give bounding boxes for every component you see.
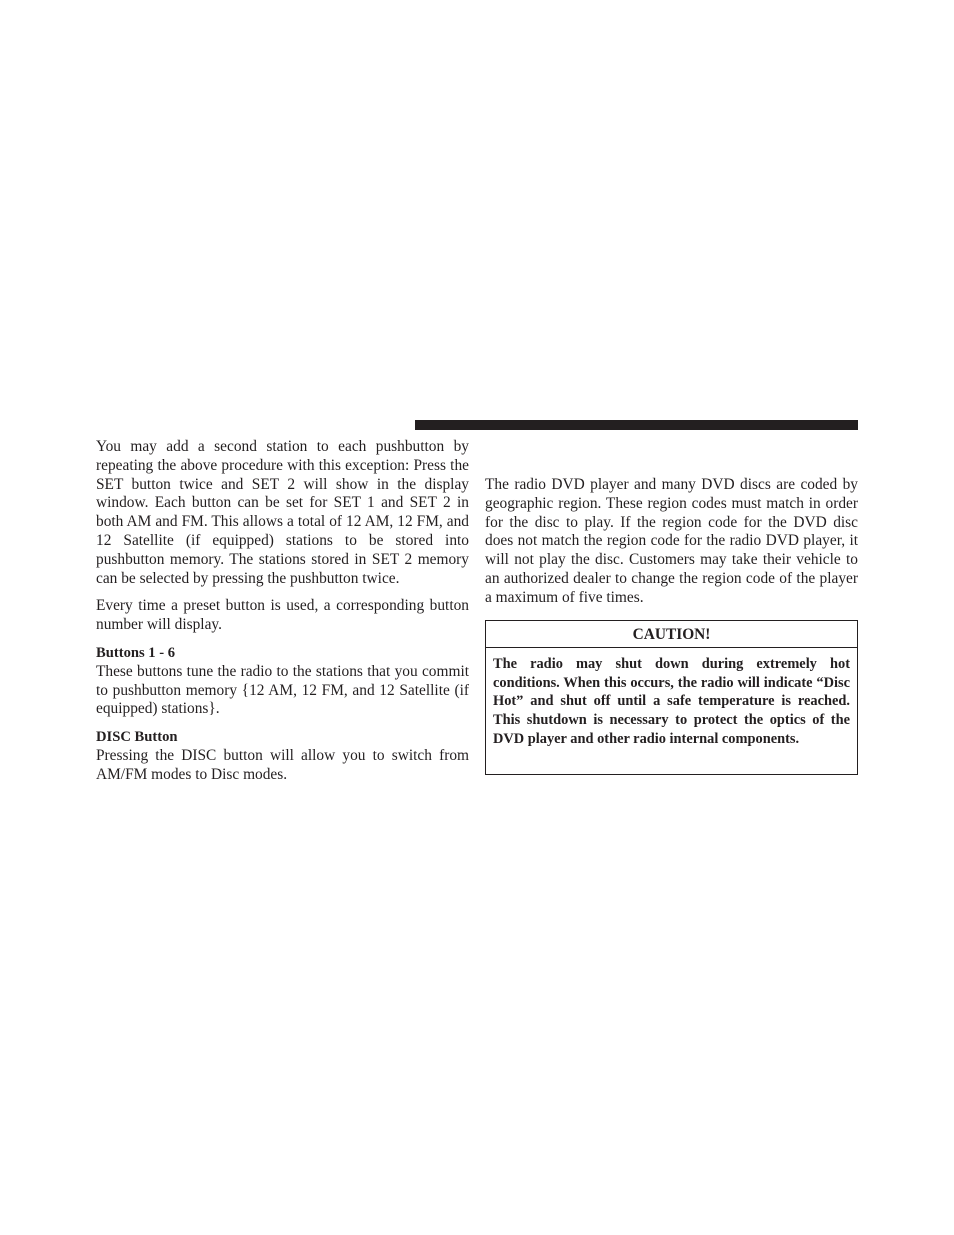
body-paragraph-region-codes: The radio DVD player and many DVD discs are coded by geographic region. These region codes must match in order for the disc to play. If the region code for the DVD disc does not match the region code for the radio DVD player, it will not play the disc. Customers may take their vehicle to an authorized dealer to change the region code of the player a maximum of five times. <box>485 476 858 606</box>
body-paragraph-buttons: These buttons tune the radio to the stations that you commit to pushbutton memory {12 AM, 12 FM, and 12 Satellite (if equipped) stations}. <box>96 662 469 718</box>
right-column <box>485 476 858 608</box>
heading-disc-button: DISC Button <box>96 729 178 746</box>
caution-box <box>485 620 858 775</box>
caution-title: CAUTION! <box>486 621 857 648</box>
body-paragraph-preset-display: Every time a preset button is used, a corresponding button number will display. <box>96 597 469 634</box>
section-header-bar <box>415 420 858 430</box>
heading-buttons-1-6: Buttons 1 - 6 <box>96 644 176 661</box>
caution-text: The radio may shut down during extremely hot conditions. When this occurs, the radio will indicate “Disc Hot” and shut off until a safe temperature is reached. This shutdown is necessary to protect the optics of the DVD player and other radio internal components. <box>493 656 850 747</box>
left-column <box>96 438 469 785</box>
body-paragraph-disc: Pressing the DISC button will allow you to switch from AM/FM modes to Disc modes. <box>96 746 469 783</box>
body-paragraph-second-station: You may add a second station to each pushbutton by repeating the above procedure with this exception: Press the SET button twice and SET 2 will show in the display window. Each button can be set for SET 1 and SET 2 in both AM and FM. This allows a total of 12 AM, 12 FM, and 12 Satellite (if equipped) stations to be stored into pushbutton memory. The stations stored in SET 2 memory can be selected by pressing the pushbutton twice. <box>96 438 469 587</box>
